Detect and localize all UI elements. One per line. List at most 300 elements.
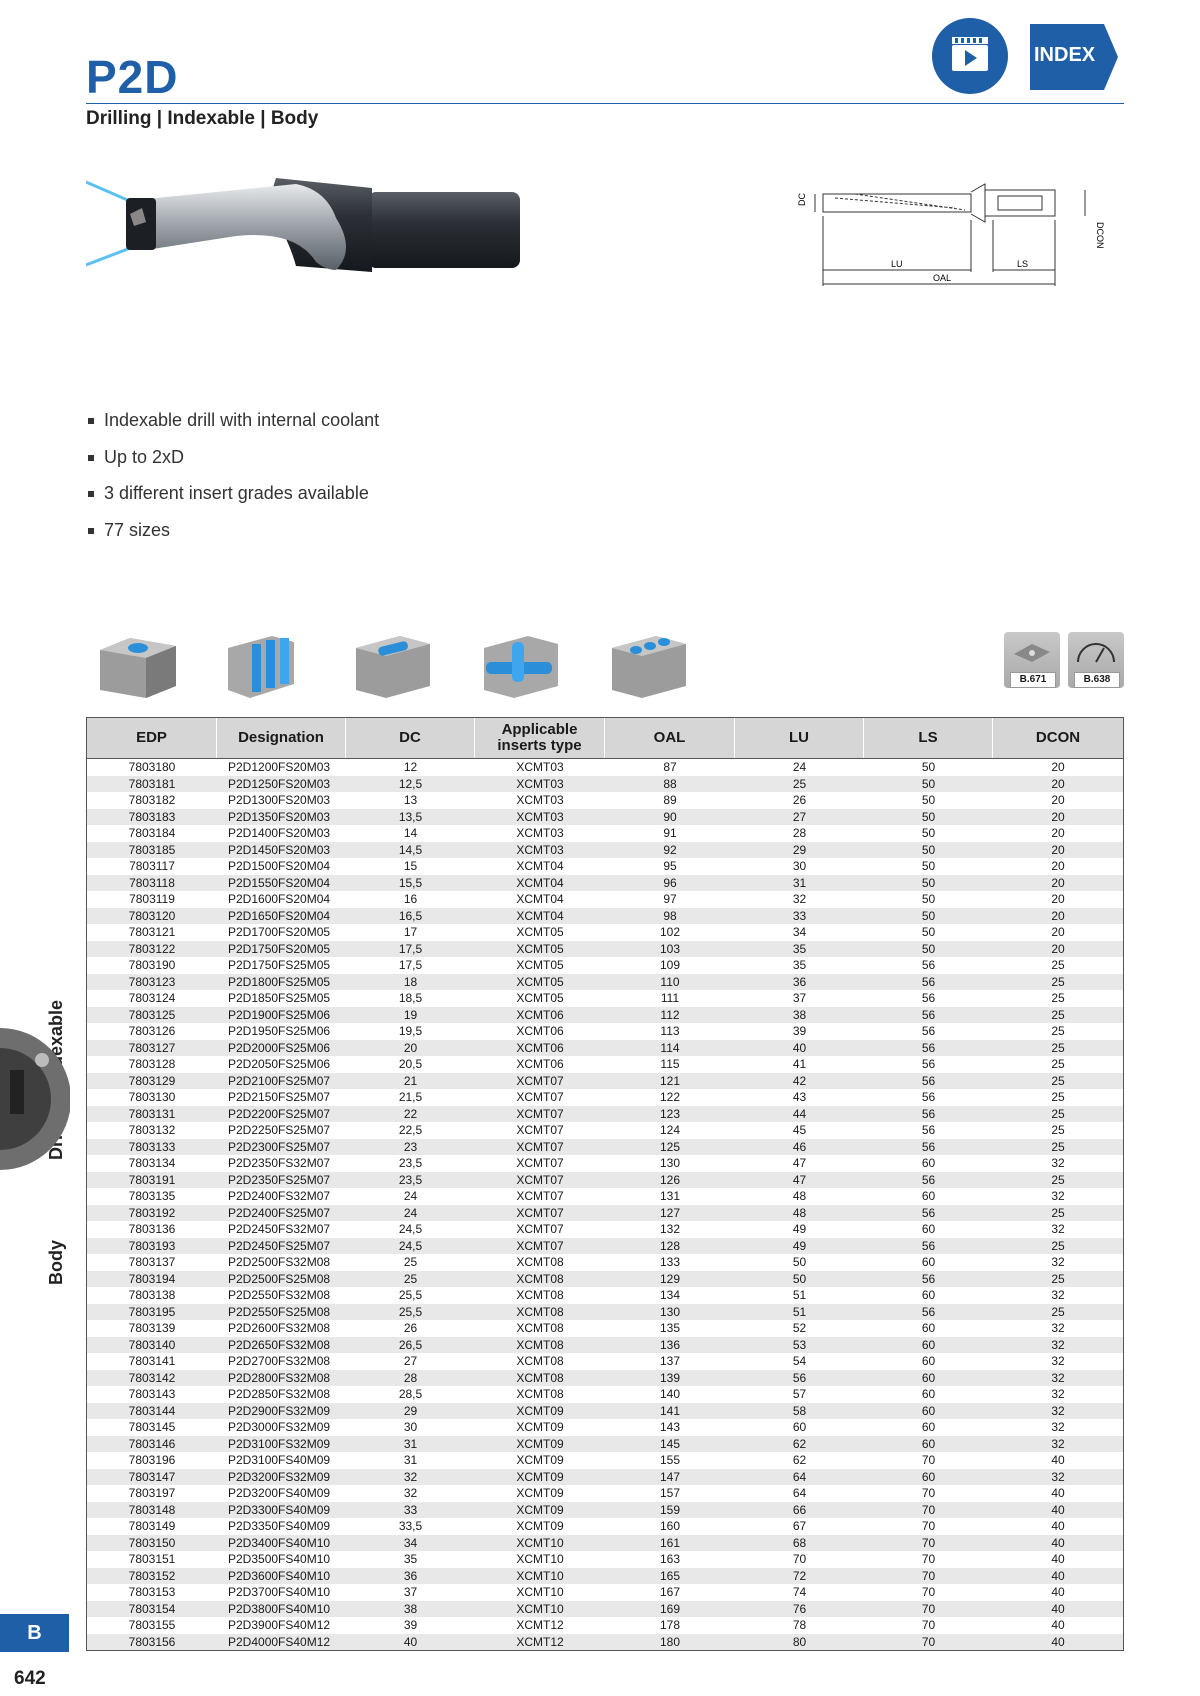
table-cell: 7803120 [128,908,176,923]
col-header-edp: EDP [87,718,217,758]
table-cell: 32 [1051,1288,1065,1302]
table-cell: XCMT12 [516,1618,564,1632]
table-cell: P2D2350FS25M07 [228,1172,331,1187]
table-cell: P2D3800FS40M10 [228,1601,331,1616]
table-cell: 127 [659,1205,681,1220]
table-row [87,1172,1123,1189]
table-cell: P2D3200FS32M09 [228,1469,331,1484]
table-row [87,1452,1123,1469]
table-cell: XCMT08 [516,1321,564,1335]
table-cell: P2D2350FS32M07 [228,1156,331,1170]
table-cell: 45 [792,1123,807,1137]
table-cell: 60 [921,1403,936,1418]
table-cell: 159 [659,1502,681,1517]
table-row [87,1535,1123,1552]
table-cell: 123 [659,1106,681,1121]
table-cell: 14,5 [398,842,423,857]
table-row [87,1370,1123,1387]
gauge-reference-label[interactable]: B.638 [1074,672,1120,688]
table-cell: 7803118 [129,875,175,890]
table-cell: 18,5 [398,991,423,1005]
table-cell: P2D3200FS40M09 [228,1486,331,1500]
table-cell: 169 [659,1601,681,1616]
table-cell: 7803153 [128,1585,176,1599]
table-cell: P2D1950FS25M06 [228,1024,331,1038]
table-cell: 7803127 [128,1040,176,1055]
table-cell: 178 [659,1618,681,1632]
table-cell: 7803149 [128,1519,176,1533]
table-cell: 111 [660,991,680,1005]
table-cell: 20 [1051,842,1065,857]
dc-label: DC [797,193,807,206]
table-cell: P2D1650FS20M04 [228,908,331,923]
table-row [87,1403,1123,1420]
table-cell: XCMT07 [516,1090,564,1104]
table-cell: 7803122 [128,941,176,956]
table-cell: XCMT09 [516,1502,564,1517]
table-cell: 23,5 [398,1156,423,1170]
table-cell: 78 [792,1618,807,1632]
feature-item: 77 sizes [86,520,379,557]
table-cell: P2D3350FS40M09 [228,1519,331,1533]
table-row [87,875,1123,892]
product-image [86,170,536,290]
table-cell: 129 [659,1271,681,1286]
table-cell: 165 [659,1568,681,1583]
table-row [87,759,1123,776]
table-cell: 7803135 [128,1189,176,1203]
table-cell: P2D2100FS25M07 [228,1073,331,1088]
table-cell: 89 [663,793,677,807]
table-row [87,941,1123,958]
table-row [87,1386,1123,1403]
table-row [87,1106,1123,1123]
table-cell: 70 [921,1535,936,1550]
table-cell: 7803128 [128,1057,176,1071]
table-cell: 56 [921,1040,936,1055]
table-cell: XCMT07 [516,1172,564,1187]
table-cell: 95 [663,859,677,873]
table-cell: P2D1900FS25M06 [228,1007,331,1022]
gauge-icon [1068,632,1124,672]
table-cell: 15 [403,859,418,873]
table-cell: 7803155 [128,1618,176,1632]
table-cell: 7803190 [128,958,176,972]
table-row [87,1469,1123,1486]
table-cell: 50 [921,941,936,956]
table-cell: 124 [659,1123,681,1137]
table-row [87,1155,1123,1172]
table-row [87,1238,1123,1255]
table-cell: 32 [792,892,807,906]
table-cell: 12 [403,760,418,774]
table-cell: 56 [792,1370,807,1385]
table-cell: 50 [921,826,936,840]
table-cell: 7803133 [128,1139,176,1154]
table-cell: 70 [921,1486,936,1500]
table-cell: P2D2000FS25M06 [228,1040,331,1055]
table-cell: 40 [1051,1568,1065,1583]
table-cell: 56 [921,958,936,972]
table-cell: 62 [792,1453,807,1467]
table-cell: 25,5 [398,1288,423,1302]
lu-label: LU [891,259,903,269]
table-cell: 47 [792,1172,807,1187]
table-cell: 40 [1051,1552,1065,1566]
table-cell: 49 [792,1238,807,1253]
table-cell: 33 [792,908,807,923]
table-cell: P2D1750FS20M05 [228,941,331,956]
table-cell: XCMT04 [516,875,564,890]
table-cell: 32 [1051,1337,1065,1352]
table-cell: 32 [1051,1436,1065,1451]
table-row [87,1139,1123,1156]
table-cell: XCMT08 [516,1337,564,1352]
table-cell: 31 [403,1436,418,1451]
table-cell: 7803196 [128,1453,176,1467]
table-cell: P2D3600FS40M10 [228,1568,331,1583]
table-cell: 109 [659,958,681,972]
table-cell: 32 [1051,1354,1065,1368]
table-cell: P2D2550FS25M08 [228,1304,331,1319]
table-cell: XCMT07 [516,1238,564,1253]
table-cell: 27 [792,809,807,824]
table-cell: 64 [792,1486,807,1500]
table-cell: P2D2450FS25M07 [228,1238,331,1253]
table-cell: XCMT07 [516,1139,564,1154]
table-cell: 70 [921,1634,936,1649]
table-cell: 25 [1051,1139,1065,1154]
table-cell: 40 [1051,1601,1065,1616]
table-cell: 7803191 [128,1172,176,1187]
table-cell: 20 [1051,892,1065,906]
table-cell: XCMT07 [516,1106,564,1121]
title-divider [86,103,1124,104]
table-cell: 44 [792,1106,807,1121]
table-row [87,1485,1123,1502]
bullet-icon [88,418,94,424]
table-cell: 50 [921,875,936,890]
table-cell: 17 [403,925,418,939]
table-cell: 56 [921,991,936,1005]
table-row [87,1436,1123,1453]
table-cell: 7803150 [128,1535,176,1550]
table-cell: 53 [792,1337,807,1352]
table-cell: 7803132 [128,1123,176,1137]
table-cell: 17,5 [398,958,423,972]
table-cell: XCMT08 [516,1304,564,1319]
table-cell: P2D1700FS20M05 [228,925,331,939]
table-cell: 50 [921,925,936,939]
table-cell: 40 [1051,1634,1065,1649]
table-cell: 25 [1051,1007,1065,1022]
table-cell: 23,5 [398,1172,423,1187]
table-row [87,776,1123,793]
table-cell: 37 [792,991,807,1005]
table-cell: P2D4000FS40M12 [228,1634,331,1649]
table-cell: 22,5 [398,1123,423,1137]
cross-hole-icon [478,628,564,700]
table-cell: XCMT08 [516,1271,564,1286]
side-tool-icon [0,1028,70,1170]
table-cell: XCMT05 [516,925,564,939]
table-row [87,957,1123,974]
table-cell: P2D2600FS32M08 [228,1321,331,1335]
table-cell: 21,5 [398,1090,423,1104]
table-row [87,908,1123,925]
table-cell: P2D1800FS25M05 [228,974,331,989]
table-row [87,1271,1123,1288]
oal-label: OAL [933,273,952,283]
table-cell: XCMT08 [516,1255,564,1269]
table-cell: 98 [663,908,677,923]
table-cell: 20 [1051,875,1065,890]
table-row [87,1056,1123,1073]
table-row [87,1089,1123,1106]
table-cell: 33 [403,1502,418,1517]
table-cell: 97 [663,892,677,906]
table-cell: 163 [659,1552,681,1566]
table-cell: 60 [921,1354,936,1368]
table-cell: 29 [792,842,807,857]
table-cell: 7803152 [128,1568,176,1583]
table-cell: 32 [1051,1370,1065,1385]
insert-icon [1004,632,1060,672]
table-row [87,1568,1123,1585]
table-cell: 25 [1051,1090,1065,1104]
table-row [87,1601,1123,1618]
table-cell: 7803181 [128,776,176,791]
col-header-designation: Designation [217,718,346,758]
table-cell: 27 [403,1354,418,1368]
table-cell: P2D1450FS20M03 [228,842,331,857]
table-cell: 56 [921,1172,936,1187]
table-cell: 125 [659,1139,681,1154]
table-cell: 20 [1051,826,1065,840]
page-title: P2D [86,51,179,103]
table-cell: 21 [403,1073,418,1088]
table-cell: 110 [660,974,680,989]
table-cell: 20 [1051,925,1065,939]
table-cell: P2D2400FS25M07 [228,1205,331,1220]
table-cell: 60 [921,1156,936,1170]
table-cell: 28 [792,826,807,840]
table-cell: 7803125 [128,1007,176,1022]
table-cell: 7803117 [129,859,175,873]
table-cell: 32 [403,1486,418,1500]
table-row [87,1337,1123,1354]
table-cell: 32 [1051,1222,1065,1236]
table-cell: P2D1400FS20M03 [228,826,331,840]
table-cell: 28,5 [398,1387,423,1401]
feature-item: 3 different insert grades available [86,483,379,520]
table-cell: 96 [663,875,677,890]
table-cell: 25 [1051,1073,1065,1088]
table-cell: 49 [792,1222,807,1236]
table-cell: 121 [659,1073,681,1088]
table-cell: 7803154 [128,1601,176,1616]
table-cell: 38 [792,1007,807,1022]
feature-list [86,410,379,556]
table-cell: 32 [1051,1469,1065,1484]
table-cell: 7803142 [128,1370,176,1385]
table-row [87,1040,1123,1057]
table-cell: 114 [660,1040,680,1055]
table-cell: 36 [403,1568,418,1583]
table-cell: 50 [921,809,936,824]
counterbore-icon [350,628,436,700]
table-cell: 15,5 [398,875,423,890]
table-cell: 31 [792,875,807,890]
table-cell: XCMT05 [516,974,564,989]
table-cell: XCMT07 [516,1189,564,1203]
insert-reference-label[interactable]: B.671 [1010,672,1056,688]
table-cell: 7803194 [128,1271,176,1286]
table-cell: 130 [659,1304,681,1319]
table-cell: P2D3700FS40M10 [228,1585,331,1599]
table-cell: 7803195 [128,1304,176,1319]
table-cell: P2D2550FS32M08 [228,1288,331,1302]
table-cell: 32 [1051,1156,1065,1170]
section-tab[interactable]: B [0,1614,69,1652]
table-cell: XCMT06 [516,1040,564,1055]
table-cell: XCMT03 [516,809,564,824]
table-row [87,1518,1123,1535]
table-cell: 7803119 [129,892,175,906]
ls-label: LS [1017,259,1029,269]
table-cell: 30 [792,859,807,873]
table-cell: XCMT09 [516,1436,564,1451]
table-cell: 37 [403,1585,418,1599]
table-row [87,1502,1123,1519]
table-cell: 25 [1051,1123,1065,1137]
table-cell: XCMT04 [516,859,564,873]
table-cell: P2D2250FS25M07 [228,1123,331,1137]
table-row [87,1122,1123,1139]
table-cell: 24 [792,760,807,774]
table-row [87,1353,1123,1370]
table-cell: XCMT03 [516,760,564,774]
table-cell: 24,5 [398,1222,423,1236]
table-cell: 7803148 [128,1502,176,1517]
product-table [86,717,1124,1651]
table-cell: 102 [659,925,681,939]
table-cell: 50 [921,793,936,807]
table-cell: 133 [659,1255,681,1269]
table-cell: XCMT08 [516,1387,564,1401]
table-cell: 57 [792,1387,807,1401]
table-cell: 7803134 [128,1156,176,1170]
table-cell: 20 [1051,776,1065,791]
table-cell: 40 [1051,1535,1065,1550]
table-row [87,1551,1123,1568]
table-cell: XCMT10 [516,1535,564,1550]
table-cell: 42 [792,1073,807,1088]
table-cell: 34 [792,925,807,939]
table-cell: 32 [1051,1321,1065,1335]
table-cell: 25 [403,1271,418,1286]
table-cell: 36 [792,974,807,989]
table-cell: 91 [663,826,677,840]
table-cell: 40 [1051,1585,1065,1599]
table-cell: 7803182 [128,793,176,807]
table-cell: 16 [403,892,418,906]
table-cell: 7803185 [128,842,176,857]
table-cell: 7803139 [128,1321,176,1335]
table-row [87,1221,1123,1238]
table-cell: 72 [792,1568,807,1583]
table-cell: 64 [792,1469,807,1484]
table-cell: 60 [921,1321,936,1335]
table-cell: 70 [921,1519,936,1533]
table-cell: XCMT05 [516,941,564,956]
table-cell: P2D1500FS20M04 [228,859,331,873]
table-cell: 90 [663,809,677,824]
table-cell: 7803147 [128,1469,176,1484]
table-cell: XCMT09 [516,1469,564,1484]
table-cell: XCMT06 [516,1007,564,1022]
table-row [87,990,1123,1007]
table-cell: 39 [792,1024,807,1038]
table-cell: 167 [659,1585,681,1599]
table-cell: 160 [659,1519,681,1533]
col-header-dc: DC [346,718,475,758]
table-cell: P2D1750FS25M05 [228,958,331,972]
table-cell: 7803130 [128,1090,176,1104]
table-cell: 7803144 [128,1403,176,1418]
table-cell: 70 [921,1453,936,1467]
table-row [87,825,1123,842]
table-cell: 70 [921,1552,936,1566]
table-cell: 32 [1051,1189,1065,1203]
table-cell: 35 [792,958,807,972]
table-cell: XCMT10 [516,1568,564,1583]
table-cell: 70 [921,1568,936,1583]
table-cell: 56 [921,1024,936,1038]
table-cell: 113 [660,1024,680,1038]
table-cell: 39 [403,1618,418,1632]
table-cell: P2D2200FS25M07 [228,1106,331,1121]
table-cell: 40 [1051,1453,1065,1467]
table-row [87,1634,1123,1651]
table-cell: 7803141 [128,1354,176,1368]
table-cell: 7803193 [128,1238,176,1253]
table-cell: 7803146 [128,1436,176,1451]
table-cell: XCMT09 [516,1453,564,1467]
feature-item: Up to 2xD [86,447,379,484]
table-cell: XCMT07 [516,1156,564,1170]
table-cell: 31 [403,1453,418,1467]
table-cell: 70 [921,1618,936,1632]
table-cell: 41 [792,1057,807,1071]
table-cell: 51 [792,1304,807,1319]
table-cell: P2D2700FS32M08 [228,1354,331,1368]
table-cell: 24,5 [398,1238,423,1253]
table-cell: 13 [403,793,418,807]
table-cell: 7803121 [128,925,176,939]
table-cell: 52 [792,1321,807,1335]
table-header [87,718,1123,759]
table-cell: XCMT08 [516,1370,564,1385]
table-cell: 70 [921,1601,936,1616]
video-button[interactable] [932,18,1008,94]
table-cell: 56 [921,1073,936,1088]
table-cell: 56 [921,1139,936,1154]
table-cell: 25 [1051,974,1065,989]
table-cell: 22 [403,1106,418,1121]
table-cell: 122 [659,1090,681,1104]
table-cell: 32 [1051,1387,1065,1401]
